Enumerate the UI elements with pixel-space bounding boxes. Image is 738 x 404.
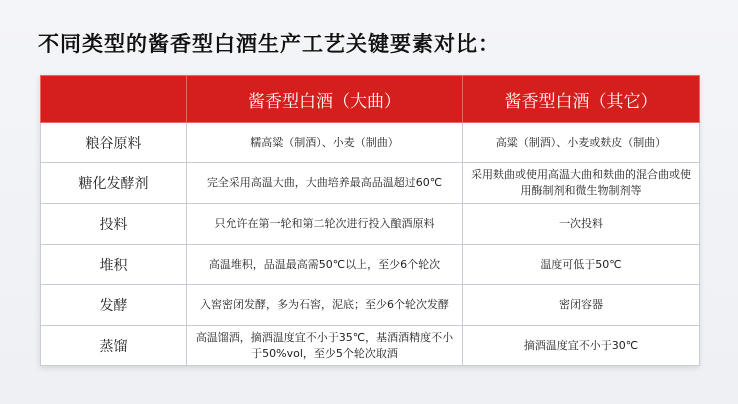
cell-daqu: 完全采用高温大曲，大曲培养最高品温超过60℃ bbox=[187, 163, 463, 204]
cell-other: 一次投料 bbox=[463, 204, 700, 245]
table-row bbox=[41, 163, 700, 204]
comparison-table bbox=[40, 75, 700, 366]
cell-daqu: 高温馏酒，摘酒温度宜不小于35℃，基酒酒精度不小于50%vol，至少5个轮次取酒 bbox=[187, 326, 463, 366]
row-label: 发酵 bbox=[41, 285, 187, 326]
page-title: 不同类型的酱香型白酒生产工艺关键要素对比： bbox=[38, 32, 500, 56]
cell-daqu: 入窖密闭发酵，多为石窖，泥底；至少6个轮次发酵 bbox=[187, 285, 463, 326]
cell-other: 密闭容器 bbox=[463, 285, 700, 326]
table-row bbox=[41, 123, 700, 163]
cell-other: 高粱（制酒）、小麦或麸皮（制曲） bbox=[463, 123, 700, 163]
row-label: 投料 bbox=[41, 204, 187, 245]
row-label: 糖化发酵剂 bbox=[41, 163, 187, 204]
row-label: 堆积 bbox=[41, 245, 187, 285]
header-daqu: 酱香型白酒（大曲） bbox=[187, 76, 463, 123]
table-row bbox=[41, 204, 700, 245]
header-other: 酱香型白酒（其它） bbox=[463, 76, 700, 123]
table-row bbox=[41, 245, 700, 285]
table-row bbox=[41, 326, 700, 366]
cell-other: 摘酒温度宜不小于30℃ bbox=[463, 326, 700, 366]
row-label: 蒸馏 bbox=[41, 326, 187, 366]
table-row bbox=[41, 285, 700, 326]
cell-other: 采用麸曲或使用高温大曲和麸曲的混合曲或使用酶制剂和微生物制剂等 bbox=[463, 163, 700, 204]
table-header-row bbox=[41, 76, 700, 123]
header-blank-cell bbox=[41, 76, 187, 123]
row-label: 粮谷原料 bbox=[41, 123, 187, 163]
cell-daqu: 高温堆积，品温最高需50℃以上，至少6个轮次 bbox=[187, 245, 463, 285]
comparison-table-wrapper bbox=[40, 75, 699, 366]
cell-daqu: 糯高粱（制酒）、小麦（制曲） bbox=[187, 123, 463, 163]
cell-other: 温度可低于50℃ bbox=[463, 245, 700, 285]
cell-daqu: 只允许在第一轮和第二轮次进行投入酿酒原料 bbox=[187, 204, 463, 245]
